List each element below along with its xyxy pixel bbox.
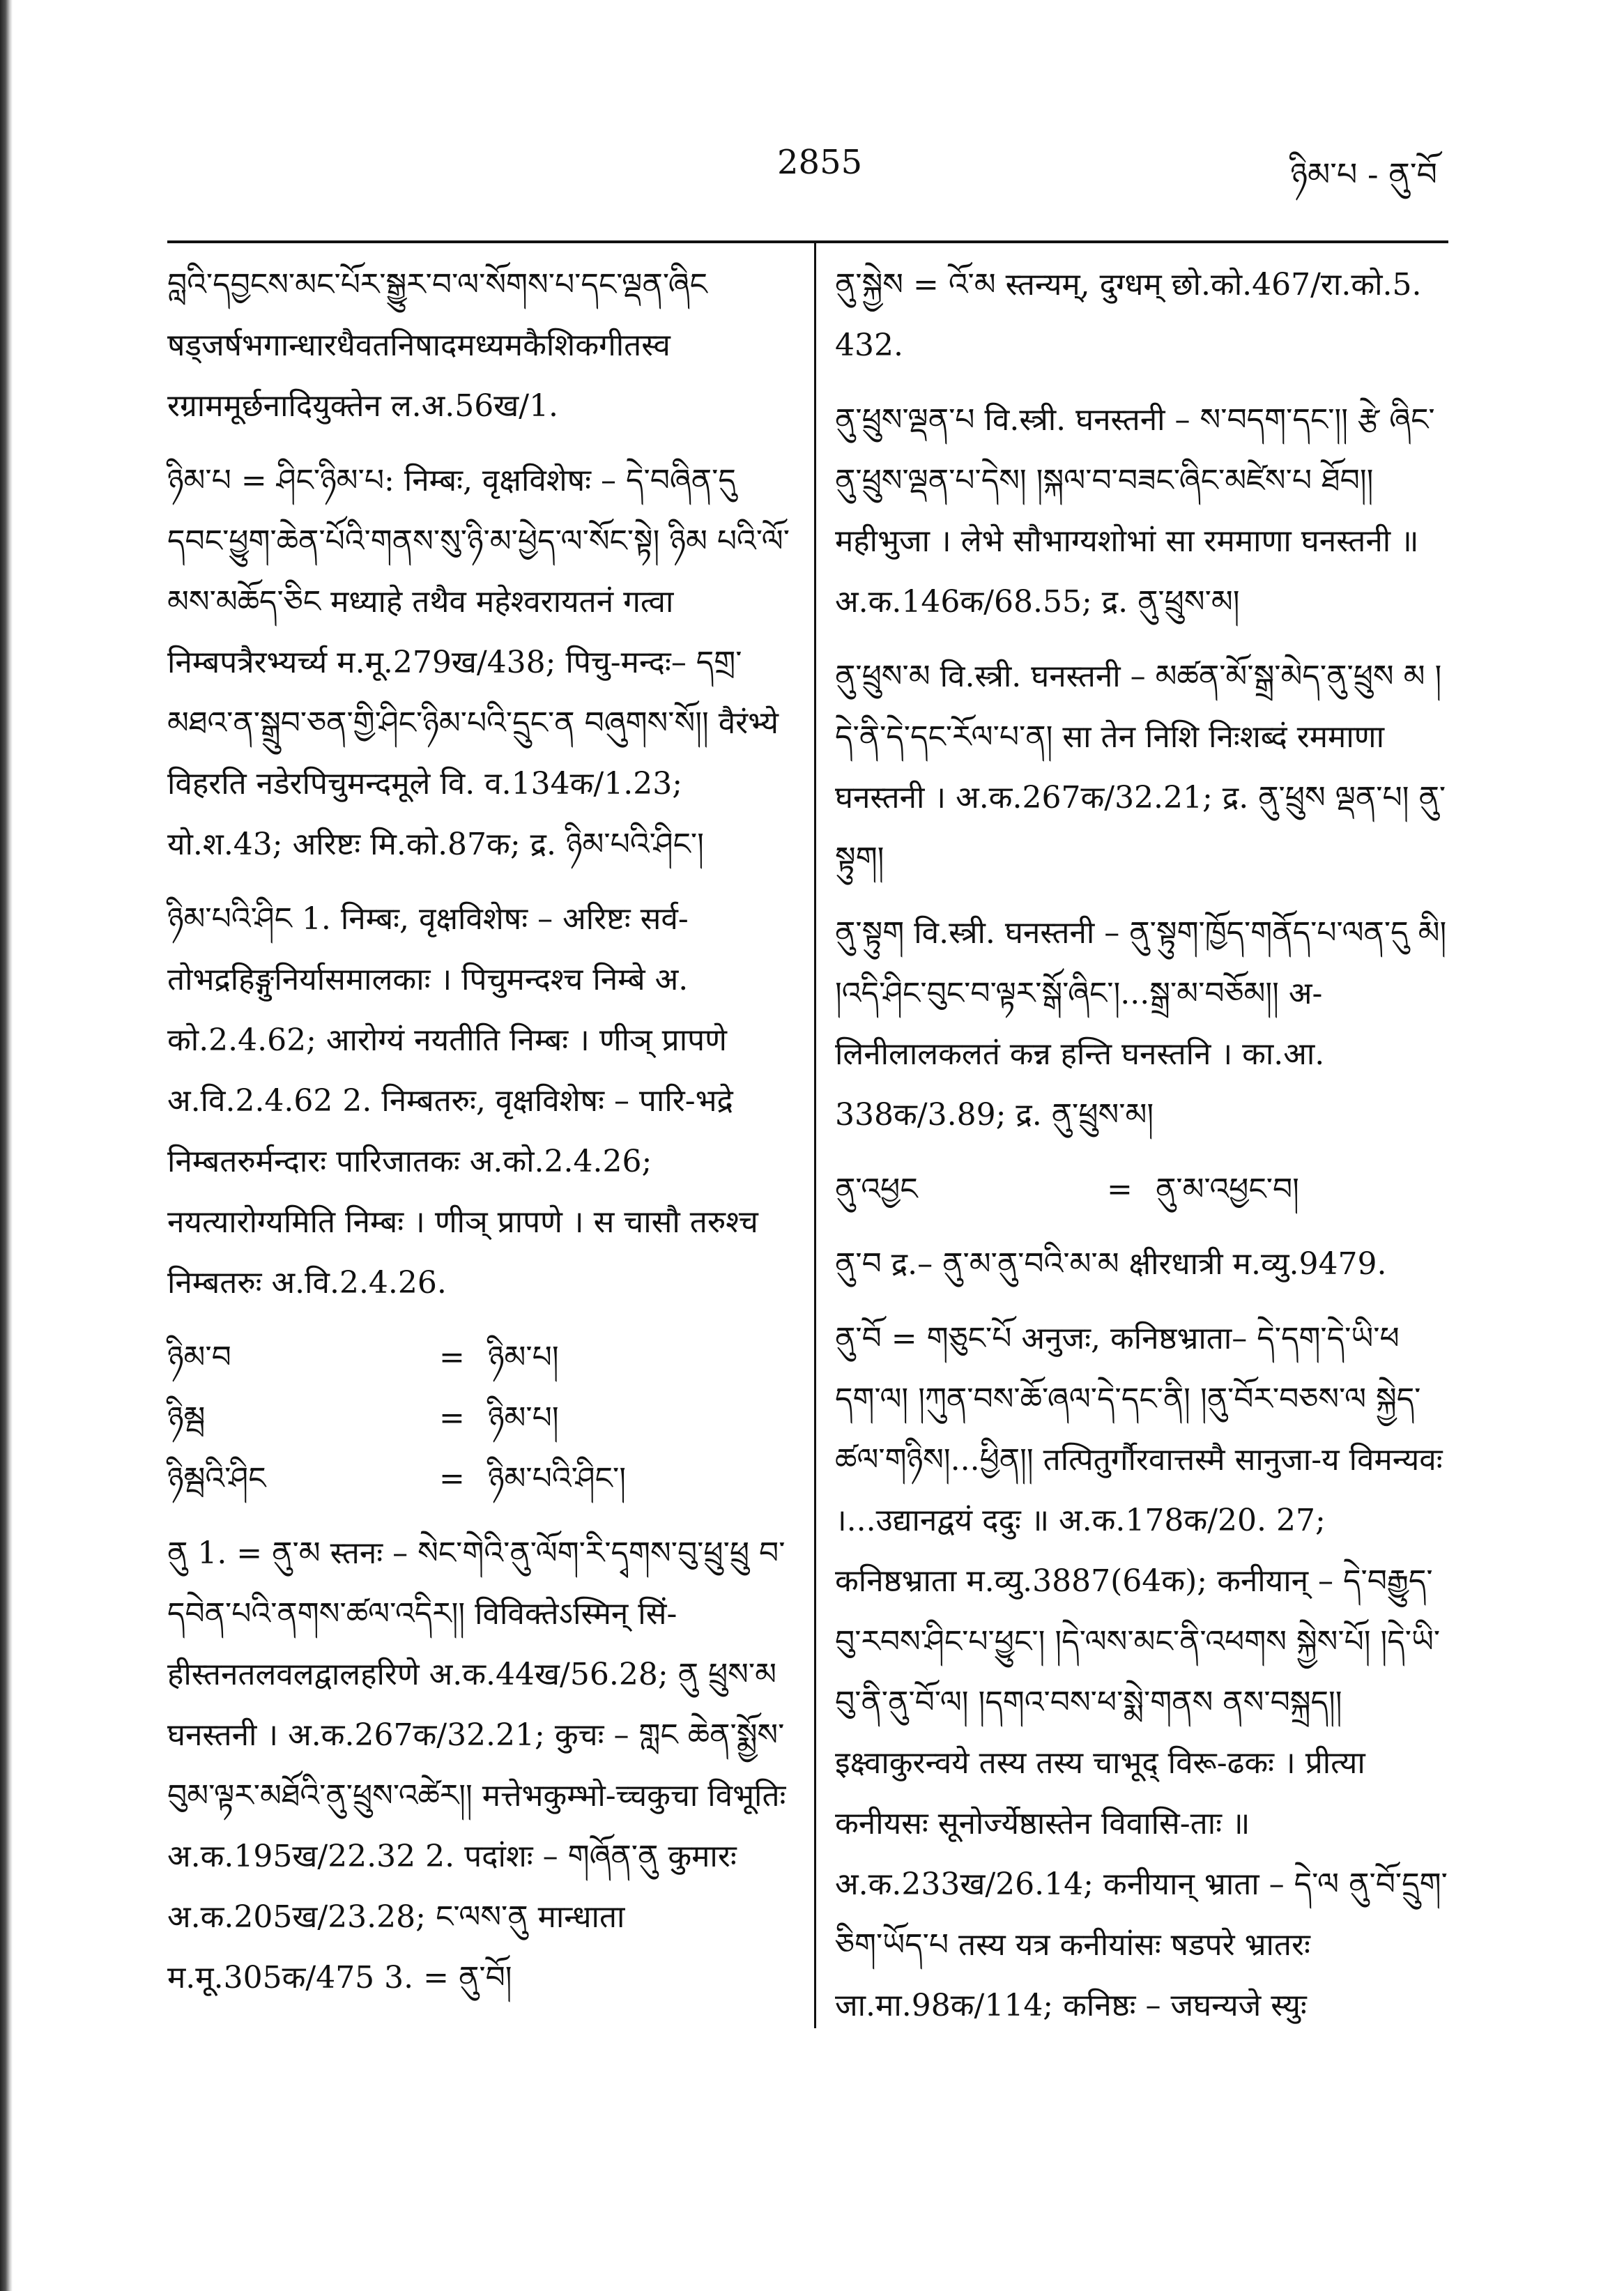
page-number: 2855 xyxy=(777,143,863,182)
entry-text: ནུ་བ द्र.– ནུ་མ་ནུ་བའི་མ་མ क्षीरधात्री म.व्यु.9479. xyxy=(835,1246,1387,1282)
xref-target: ཉིམ་པ། xyxy=(488,1340,559,1375)
entry-text: ནུ་སྟུག वि.स्त्री. घनस्तनी – ནུ་སྟུག་ཁྱོད་གནོད་པ་ལན་དུ མི། །འདི་ཤིང་བུང་བ་ལྟར་སྒོ་ཞིང་།...སྒྲ་མ་བཅོམ།། अ-लिनीलालकलतं कन्न हन्ति घनस्तनि । का.आ. 338क/3.89; द्र. ནུ་ཕྲུས་མ། xyxy=(835,915,1447,1133)
entry-text: ནུ་བོ = གཅུང་པོ अनुजः, कनिष्ठभ्राता– དེ་དག་དེ་ཡི་ཕ དག་ལ། །ཀུན་བས་ཆོ་ཞལ་དེ་དང་ནི། །ནུ་བོར་བཅས་ལ སྐྱེད་ཚལ་གཉིས།...ཕྱིན།། तत्पितुर्गौरवात्तस्मै सानुजा-य विमन्यवः ।...उद्यानद्वयं ददुः ॥ अ.क.178क/20. 27; कनिष्ठभ्राता म.व्यु.3887(64क); कनीयान् – དེ་བརྒྱུད་བུ་རབས་ཤིང་པ་ཕྱུང་། །དེ་ལས་མང་ནི་འཕགས སྐྱེས་པོ། །དེ་ཡི་བུ་ནི་ནུ་བོ་ལ། །དགའ་བས་ཕ་སྨེ་གནས ནས་བསྐྲད།། इक्ष्वाकुरन्वये तस्य तस्य चाभूद् विरू-ढकः । प्रीत्या कनीयसः सूनोर्ज्येष्ठास्तेन विवासि-ताः ॥ अ.क.233ख/26.14; कनीयान् भ्राता – དེ་ལ ནུ་བོ་དྲུག་ཅིག་ཡོད་པ तस्य यत्र कनीयांसः षडपरे भ्रातरः जा.मा.98क/114; कनिष्ठः – जघन्यजे स्युः xyxy=(835,1321,1448,2023)
dictionary-entry xyxy=(835,903,1448,1145)
entry-text: ནུ་ཕྲུས་མ वि.स्त्री. घनस्तनी – མཚན་མོ་སྒྲ་མེད་ནུ་ཕྲུས མ །དེ་ནི་དེ་དང་རོལ་པ་ན། सा तेन निशि निःशब्दं रममाणा घनस्तनी । अ.क.267क/32.21; द्र. ནུ་ཕྲུས ལྡན་པ། ནུ་སྟུག། xyxy=(835,659,1446,876)
right-column xyxy=(835,254,1448,2050)
xref-equals: = xyxy=(439,1400,465,1436)
entry-text: ནུ་སྐྱེས = འོ་མ स्तन्यम्, दुग्धम् छो.को.467/रा.को.5. 432. xyxy=(835,267,1422,363)
xref-term: ནུ་འཕྱང xyxy=(835,1172,918,1207)
dictionary-entry xyxy=(835,254,1448,376)
cross-reference xyxy=(167,1448,791,1509)
dictionary-entry xyxy=(835,1308,1448,2036)
xref-term: ཉིམྦ xyxy=(167,1400,206,1436)
cross-reference xyxy=(167,1388,791,1448)
dictionary-entry xyxy=(167,450,791,875)
xref-target: ཉིམ་པ། xyxy=(488,1400,559,1436)
cross-reference xyxy=(167,1327,791,1388)
cross-reference-list xyxy=(167,1327,791,1509)
xref-equals: = xyxy=(1107,1172,1133,1207)
top-rule xyxy=(167,240,1448,243)
entry-text: ནུ 1. = ནུ་མ स्तनः – སེང་གེའི་ནུ་ལོག་རི་དྭགས་བུ་ཕྲུ་ཕྲུ བ་དབེན་པའི་ནགས་ཚལ་འདིར།། विविक्तेऽस्मिन् सिं-हीस्तनतलवलद्वालहरिणे अ.क.44ख/56.28; ནུ ཕྲུས་མ घनस्तनी । अ.क.267क/32.21; कुचः – གླང ཆེན་སྨྱོས་བུམ་ལྟར་མཐོའི་ནུ་ཕྲུས་འཚེར།། मत्तेभकुम्भो-च्चकुचा विभूतिः अ.क.195ख/22.32 2. पदांशः – གཞོན་ནུ कुमारः अ.क.205ख/23.28; ང་ལས་ནུ मान्धाता म.मू.305क/475 3. = ནུ་བོ། xyxy=(167,1535,786,1995)
dictionary-entry xyxy=(167,889,791,1313)
entry-text: ནུ་ཕྲུས་ལྡན་པ वि.स्त्री. घनस्तनी – ས་བདག་དང་།། རྩེ ཞིང་ནུ་ཕྲུས་ལྡན་པ་དེས། །སྐལ་བ་བཟང་ཞིང་མཛེས་པ ཐོབ།། महीभुजा । लेभे सौभाग्यशोभां सा रममाणा घनस्तनी ॥ अ.क.146क/68.55; द्र. ནུ་ཕྲུས་མ། xyxy=(835,402,1435,620)
cross-reference-list xyxy=(835,1159,1448,1220)
entry-text: བླའི་དབྱངས་མང་པོར་སྒྱུར་བ་ལ་སོགས་པ་དང་ལྡན་ཞིང षड्जर्षभगान्धारधैवतनिषादमध्यमकैशिकगीतस्व रग्राममूर्छनादियुक्तेन ल.अ.56ख/1. xyxy=(167,267,707,424)
xref-term: ཉིམ་བ xyxy=(167,1340,231,1375)
dictionary-entry xyxy=(835,390,1448,632)
xref-target: ཉིམ་པའི་ཤིང་། xyxy=(488,1461,626,1496)
xref-term: ཉིམྦའི་ཤིང xyxy=(167,1461,266,1496)
dictionary-entry xyxy=(167,1523,791,2008)
dictionary-entry xyxy=(167,254,791,436)
binding-edge xyxy=(0,0,13,2291)
dictionary-entry xyxy=(835,1234,1448,1294)
entry-text: ཉིམ་པའི་ཤིང 1. निम्बः, वृक्षविशेषः – अरिष्टः सर्व-तोभद्रहिङ्गुनिर्यासमालकाः । पिचुमन्दश्च निम्बे अ. को.2.4.62; आरोग्यं नयतीति निम्बः । णीञ् प्रापणे अ.वि.2.4.62 2. निम्बतरुः, वृक्षविशेषः – पारि-भद्रे निम्बतरुर्मन्दारः पारिजातकः अ.को.2.4.26; नयत्यारोग्यमिति निम्बः । णीञ् प्रापणे । स चासौ तरुश्च निम्बतरुः अ.वि.2.4.26. xyxy=(167,901,758,1301)
xref-target: ནུ་མ་འཕྱང་བ། xyxy=(1156,1172,1299,1207)
cross-reference xyxy=(835,1159,1448,1220)
left-column xyxy=(167,254,791,2022)
running-head: ཉིམ་པ - ནུ་བོ xyxy=(1290,155,1437,193)
xref-equals: = xyxy=(439,1340,465,1375)
column-divider xyxy=(814,240,816,2028)
entry-text: ཉིམ་པ = ཤིང་ཉིམ་པ: निम्बः, वृक्षविशेषः – དེ་བཞིན་དུ དབང་ཕྱུག་ཆེན་པོའི་གནས་སུ་ཉི་མ་ཕྱེད་ལ་སོང་སྟེ། ཉིམ པའི་ལོ་མས་མཆོད་ཅིང मध्याहे तथैव महेश्वरायतनं गत्वा निम्बपत्रैरभ्यर्च्य म.मू.279ख/438; पिचु-मन्दः– དགྲ་མཐའ་ན་སྒྲུབ་ཅན་གྱི་ཤིང་ཉིམ་པའི་དྲུང་ན བཞུགས་སོ།། वैरंभ्ये विहरति नडेरपिचुमन्दमूले वि. व.134क/1.23; यो.श.43; अरिष्टः मि.को.87क; द्र. ཉིམ་པའི་ཤིང་། xyxy=(167,463,790,862)
xref-equals: = xyxy=(439,1461,465,1496)
dictionary-entry xyxy=(835,646,1448,889)
